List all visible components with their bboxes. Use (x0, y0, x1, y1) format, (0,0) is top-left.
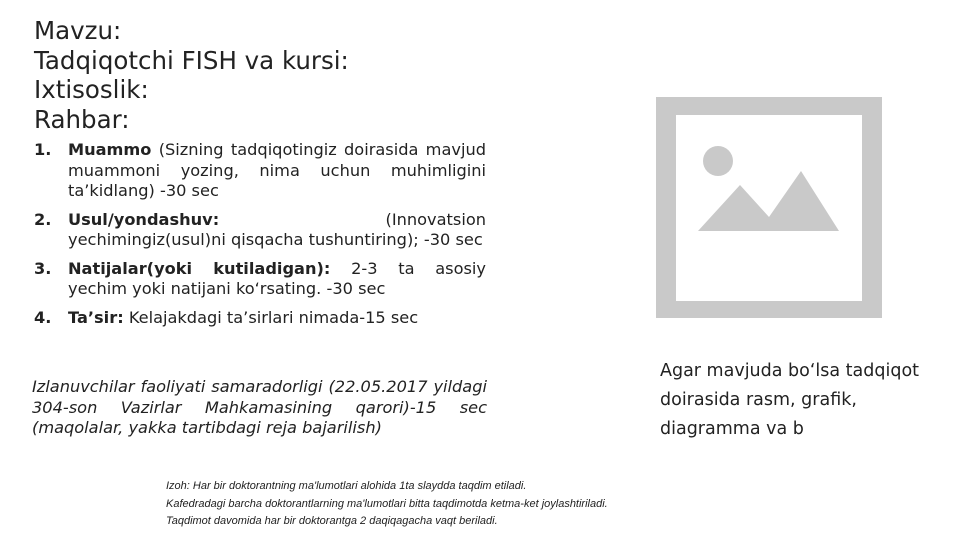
supervisor-label: Rahbar: (34, 104, 130, 134)
list-item-title: Usul/yondashuv: (68, 209, 220, 229)
list-item (34, 140, 486, 202)
slide-header (34, 16, 504, 134)
footnote (166, 478, 806, 531)
image-placeholder-icon (656, 97, 882, 318)
list-item-title: Ta’sir: (68, 307, 124, 327)
researcher-label: Tadqiqotchi FISH va kursi: (34, 45, 349, 75)
specialty-label: Ixtisoslik: (34, 75, 149, 104)
list-item-number: 4. (34, 307, 52, 327)
list-item-text: (Sizning tadqiqotingiz doirasida mavjud muammoni yozing, nima uchun muhimligini ta’kidlang) -30 sec (68, 140, 486, 200)
list-item-title: Natijalar(yoki kutiladigan): (68, 258, 331, 278)
side-caption: Agar mavjuda bo‘lsa tadqiqot doirasida rasm, grafik, diagramma va b (660, 361, 920, 439)
topic-label: Mavzu: (34, 16, 122, 45)
list-item-text: Kelajakdagi ta’sirlari nimada-15 sec (123, 307, 419, 327)
list-item-title: Muammo (68, 140, 152, 159)
list-item-text: (Innovatsion yechimingiz(usul)ni qisqacha tushuntiring); -30 sec (68, 209, 486, 249)
footnote-line: Taqdimot davomida har bir doktorantga 2 daqiqagacha vaqt beriladi. (166, 515, 498, 527)
efficiency-note: Izlanuvchilar faoliyati samaradorligi (22.05.2017 yildagi 304-son Vazirlar Mahkamasining qarori)-15 sec (maqolalar, yakka tartibdagi reja bajarilish) (32, 377, 487, 437)
image-placeholder (656, 97, 882, 318)
requirements-list (34, 140, 486, 336)
list-item-number: 3. (34, 258, 52, 278)
list-item (34, 259, 486, 300)
list-item-number: 1. (34, 140, 52, 159)
list-item-number: 2. (34, 209, 52, 229)
list-item (34, 210, 486, 251)
footnote-line: Kafedradagi barcha doktorantlarning ma'lumotlari bitta taqdimotda ketma-ket joylashtiriladi. (166, 497, 608, 510)
list-item-text: 2-3 ta asosiy yechim yoki natijani ko‘rsating. -30 sec (68, 258, 486, 298)
list-item (34, 308, 486, 329)
footnote-line: Izoh: Har bir doktorantning ma'lumotlari alohida 1ta slaydda taqdim etiladi. (166, 480, 527, 492)
